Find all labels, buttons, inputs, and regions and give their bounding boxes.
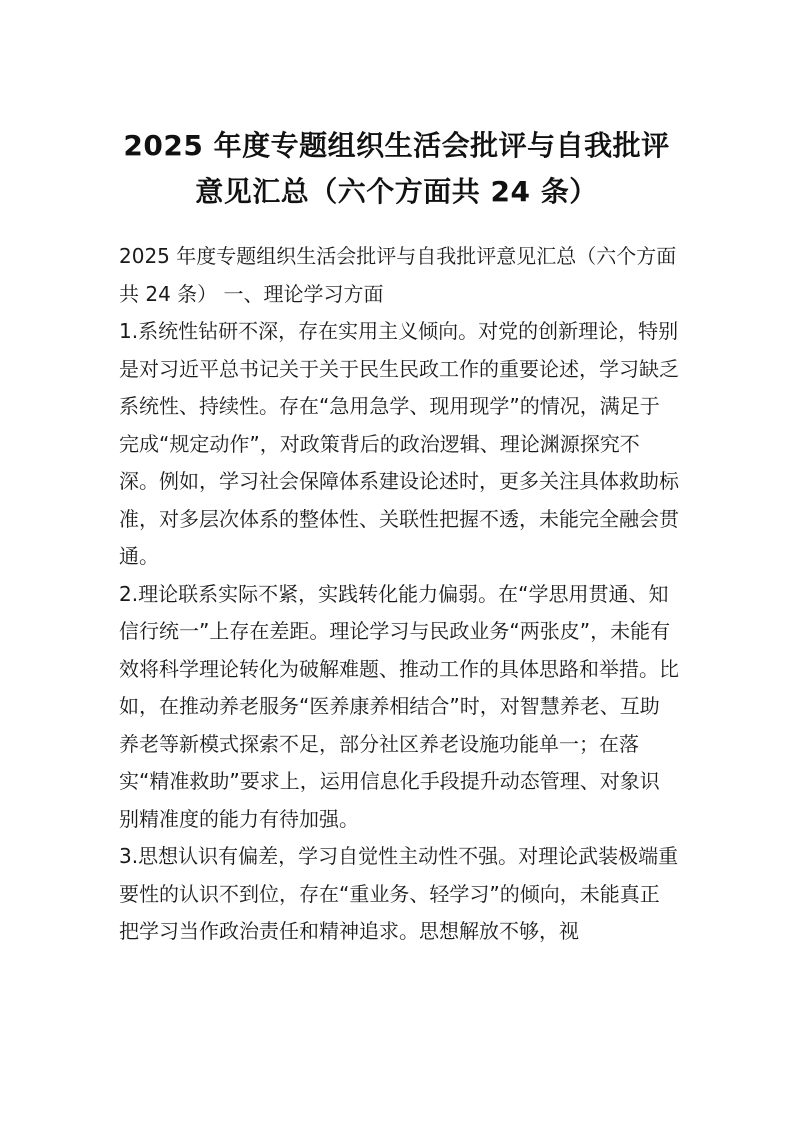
document-title-line-1: 2025 年度专题组织生活会批评与自我批评 — [123, 129, 670, 162]
paragraph-item-1: 1.系统性钻研不深，存在实用主义倾向。对党的创新理论，特别是对习近平总书记关于关于民生民政工作的重要论述，学习缺乏系统性、持续性。存在“急用急学、现用现学”的情况，满足于完成“规定动作”，对政策背后的政治逻辑、理论渊源探究不深。例如，学习社会保障体系建设论述时，更多关注具体救助标准，对多层次体系的整体性、关联性把握不透，未能完全融会贯通。 — [119, 319, 679, 568]
intro-paragraph: 2025 年度专题组织生活会批评与自我批评意见汇总（六个方面共 24 条） 一、理论学习方面 — [119, 244, 677, 306]
document-body — [119, 238, 679, 951]
paragraph-item-2: 2.理论联系实际不紧，实践转化能力偏弱。在“学思用贯通、知信行统一”上存在差距。理论学习与民政业务“两张皮”，未能有效将科学理论转化为破解难题、推动工作的具体思路和举措。比如，在推动养老服务“医养康养相结合”时，对智慧养老、互助养老等新模式探索不足，部分社区养老设施功能单一；在落实“精准救助”要求上，运用信息化手段提升动态管理、对象识别精准度的能力有待加强。 — [119, 581, 679, 831]
document-title-line-2: 意见汇总（六个方面共 24 条） — [195, 175, 598, 208]
paragraph-item-3: 3.思想认识有偏差，学习自觉性主动性不强。对理论武装极端重要性的认识不到位，存在“重业务、轻学习”的倾向，未能真正把学习当作政治责任和精神追求。思想解放不够，视 — [119, 844, 679, 943]
